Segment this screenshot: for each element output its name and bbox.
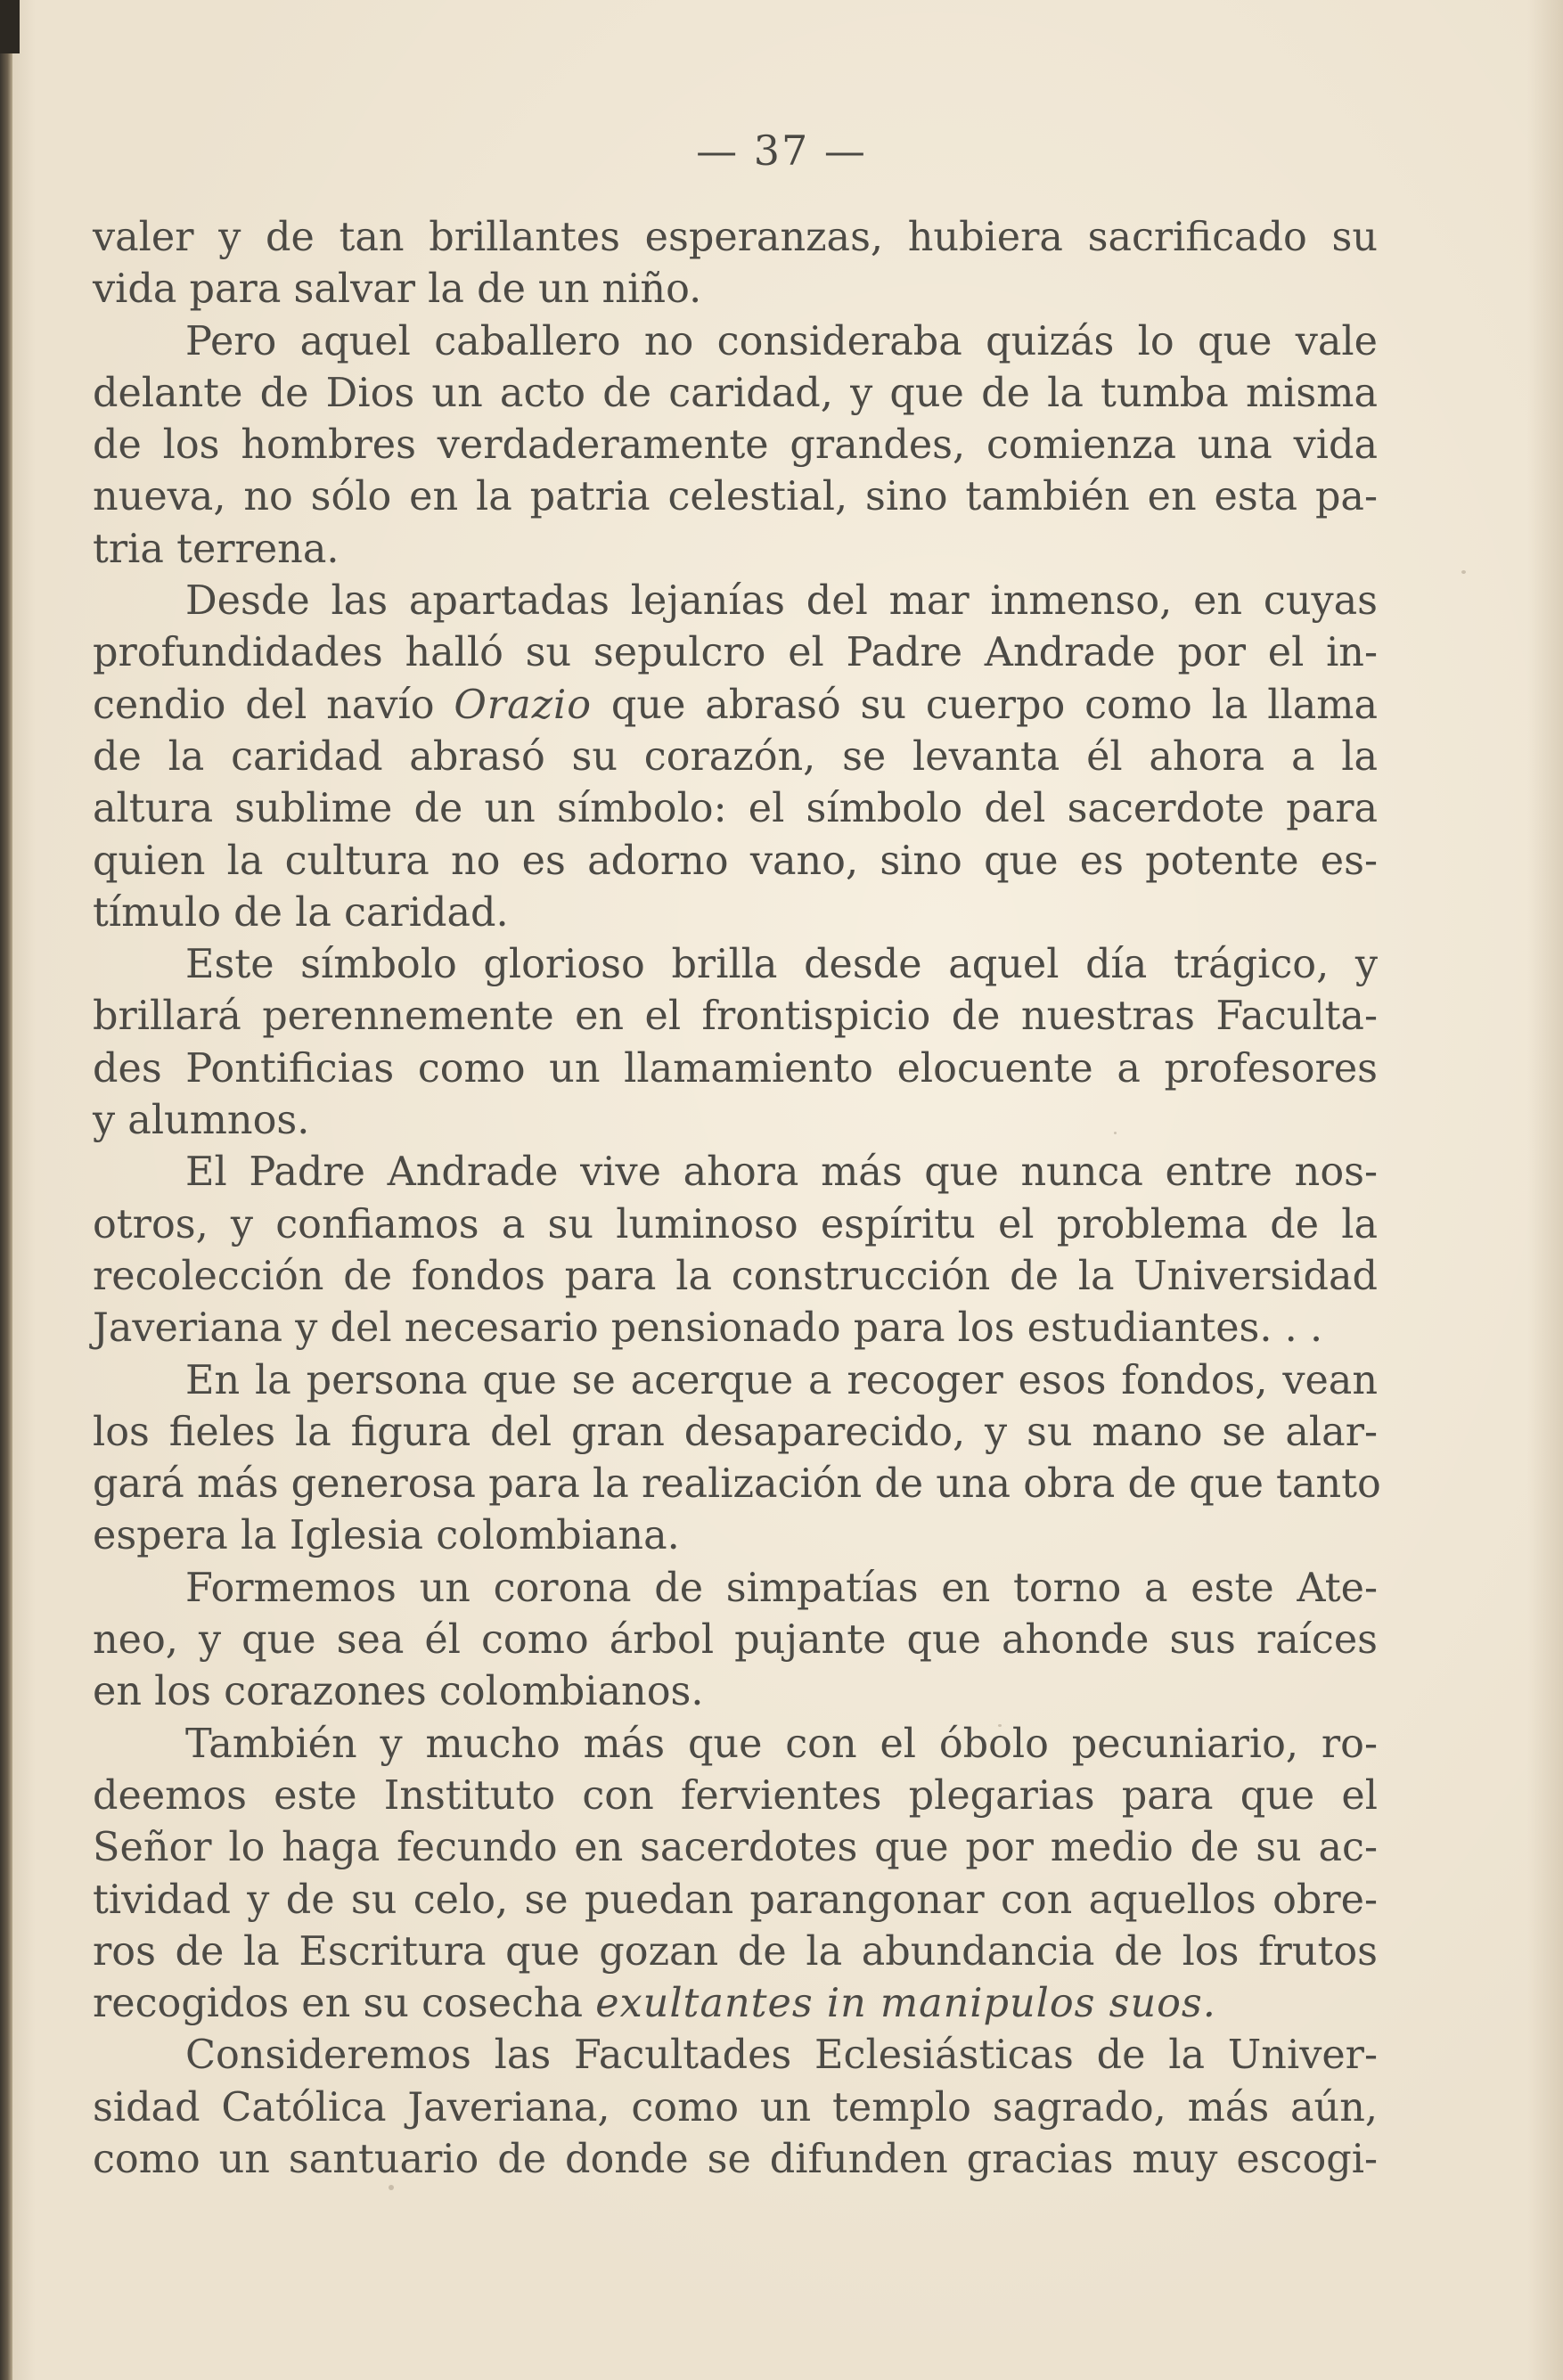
text-line: des Pontificias como un llamamiento elocuente a profesores [93, 1045, 1378, 1092]
text-line: valer y de tan brillantes esperanzas, hubiera sacrificado su [93, 215, 1378, 260]
binding-shadow [0, 0, 20, 53]
text-line: tividad y de su celo, se puedan parangonar con aquellos obre- [93, 1877, 1378, 1923]
text-line: delante de Dios un acto de caridad, y que de la tumba misma [93, 370, 1378, 416]
body-text [93, 212, 1381, 2186]
text-line: los fieles la figura del gran desaparecido, y su mano se alar- [93, 1409, 1378, 1455]
text-line: Pero aquel caballero no consideraba quizás lo que vale [185, 318, 1378, 364]
text-line: gará más generosa para la realización de una obra de que tanto [93, 1461, 1381, 1508]
text-run: que abrasó su cuerpo como la llama [592, 682, 1378, 728]
text-line: profundidades halló su sepulcro el Padre Andrade por el in- [93, 630, 1378, 676]
text-line: otros, y confiamos a su luminoso espíritu el problema de la [93, 1201, 1378, 1247]
text-line: nueva, no sólo en la patria celestial, sino también en esta pa- [93, 474, 1378, 520]
text-line: en los corazones colombianos. [93, 1669, 704, 1715]
text-line: altura sublime de un símbolo: el símbolo del sacerdote para [93, 786, 1378, 832]
text-line: Consideremos las Facultades Eclesiásticas de la Univer- [185, 2032, 1378, 2079]
page-number: — 37 — [696, 127, 867, 175]
text-line: Javeriana y del necesario pensionado para los estudiantes. . . [93, 1305, 1323, 1352]
text-line: También y mucho más que con el óbolo pecuniario, ro- [185, 1721, 1378, 1767]
text-line [93, 1978, 1378, 2030]
text-line: deemos este Instituto con fervientes plegarias para que el [93, 1772, 1378, 1819]
text-line: vida para salvar la de un niño. [93, 266, 702, 313]
text-line: ros de la Escritura que gozan de la abundancia de los frutos [93, 1928, 1378, 1975]
text-line: sidad Católica Javeriana, como un templo sagrado, más aún, [93, 2084, 1378, 2131]
latin-quote: exultantes in manipulos suos. [595, 1981, 1216, 2027]
text-line: Desde las apartadas lejanías del mar inmenso, en cuyas [185, 578, 1378, 625]
text-line: de la caridad abrasó su corazón, se levanta él ahora a la [93, 733, 1378, 780]
text-line: El Padre Andrade vive ahora más que nunca entre nos- [185, 1149, 1378, 1196]
text-line: neo, y que sea él como árbol pujante que ahonde sus raíces [93, 1617, 1378, 1664]
text-line: Este símbolo glorioso brilla desde aquel día trágico, y [185, 942, 1378, 988]
text-line: En la persona que se acerque a recoger esos fondos, vean [185, 1357, 1378, 1403]
page-edge-shadow [1527, 0, 1563, 2380]
text-line: recolección de fondos para la construcción de la Universidad [93, 1253, 1378, 1299]
text-line: y alumnos. [93, 1098, 310, 1144]
text-line: de los hombres verdaderamente grandes, comienza una vida [93, 422, 1378, 469]
text-run: recogidos en su cosecha [93, 1981, 596, 2027]
binding-edge [0, 0, 12, 2380]
text-line: Señor lo haga fecundo en sacerdotes que por medio de su ac- [93, 1825, 1378, 1871]
paper-speck [1461, 570, 1466, 574]
text-line [93, 680, 1378, 732]
text-line: tímulo de la caridad. [93, 889, 509, 936]
text-line: como un santuario de donde se difunden gracias muy escogi- [93, 2136, 1378, 2182]
text-run: cendio del navío [93, 682, 454, 728]
text-line: tria terrena. [93, 526, 340, 572]
ship-name: Orazio [454, 682, 593, 728]
text-line: quien la cultura no es adorno vano, sino que es potente es- [93, 838, 1378, 884]
text-line: Formemos un corona de simpatías en torno a este Ate- [185, 1565, 1378, 1611]
text-line: brillará perennemente en el frontispicio de nuestras Faculta- [93, 994, 1378, 1040]
text-line: espera la Iglesia colombiana. [93, 1513, 680, 1559]
